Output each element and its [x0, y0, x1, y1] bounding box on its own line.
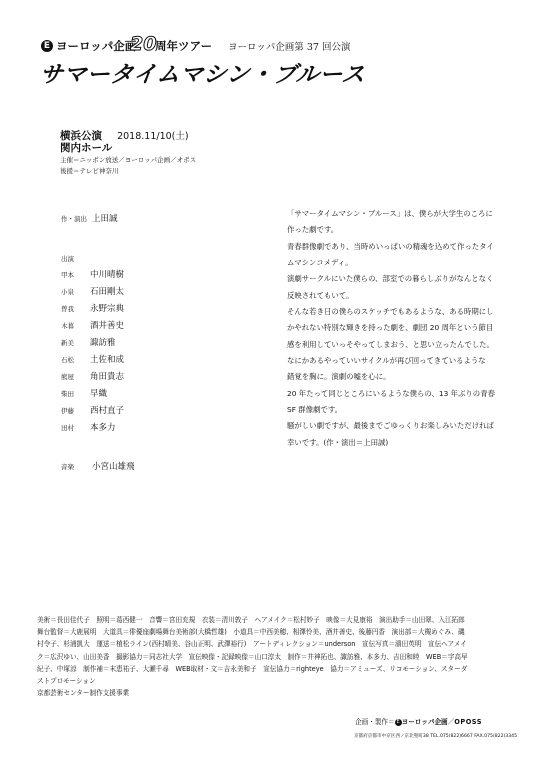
- venue-hall: 関内ホール: [60, 142, 113, 154]
- note-line: 幸いです。(作・演出＝上田誠): [287, 437, 389, 447]
- produce-label: 企画・製作＝: [355, 718, 395, 726]
- note-line: 錯覚を胸に。演劇の嘘を心に。: [287, 372, 391, 382]
- note-line: 騒がしい劇ですが、最後までごゆっくりお楽しみいただければ: [287, 421, 494, 431]
- production-credit: [355, 716, 482, 726]
- sponsor: 後援＝テレビ神奈川: [60, 167, 119, 175]
- cast-actor: 早織: [90, 389, 108, 399]
- staff-credits: [37, 614, 513, 699]
- cast-role: 熊屋: [61, 373, 74, 381]
- staff-line: 村令子、杉浦凱大 運送＝植松ライン(西村晴美、谷山正明、武澤裕行) アートディレクション＝underson 宣伝写真＝濱田英明 宣伝ヘアメイ: [37, 640, 467, 649]
- europe-kikaku-logo-icon: E: [41, 40, 53, 52]
- note-line: 反映されてもいて。: [287, 290, 354, 300]
- anniversary-number: 20: [130, 33, 157, 55]
- note-line: 「サマータイムマシン・ブルース」は、僕らが大学生のころに: [287, 209, 493, 218]
- cast-role: 小泉: [61, 288, 74, 296]
- performance-subtitle: ヨーロッパ企画第 37 回公演: [228, 42, 351, 53]
- cast-label: 出演: [61, 255, 74, 263]
- staff-line: 舞台監督＝大鹿展明 大道具＝俳優座劇場舞台美術部(大橋哲雄) 小道具＝中西美穂、相澤怜美、酒井善史、後藤円香 演出部＝大槻めぐみ、磯: [37, 628, 465, 637]
- produce-separator: ／: [447, 718, 455, 726]
- staff-line: 紀子、中塚涼 制作補＝末恵祐子、大瀬千尋 WEB取材・文＝吉永美和子 宣伝協力＝righteye 協力＝アミューズ、リコモーション、スターダ: [37, 664, 468, 673]
- staff-line: 美術＝長田佳代子 照明＝葛西健一 音響＝宮田充規 衣装＝清川敦子 ヘアメイク＝松村妙子 映像＝大見康裕 演出助手＝山田翠、入江拓郎: [37, 616, 465, 624]
- produce-brand: ヨーロッパ企画: [401, 718, 448, 726]
- music-label: 音楽: [61, 463, 74, 471]
- cast-role: 石松: [61, 356, 74, 364]
- note-line: なにかあるやっていいサイクルが再び回ってきているような: [287, 356, 486, 366]
- cast-actor: 中川晴樹: [90, 270, 125, 280]
- cast-actor: 角田貴志: [90, 372, 125, 382]
- staff-line: 京都芸術センター制作支援事業: [37, 689, 130, 698]
- contact-address: 京都府京都市中京区西ノ京北聖町38 TEL.075(822)6667 FAX.075(822)3345: [354, 734, 517, 739]
- cast-actor: 酒井善史: [90, 321, 125, 331]
- cast-role: 曽我: [61, 305, 74, 313]
- cast-actor: 土佐和成: [90, 355, 125, 365]
- staff-line: ストプロモーション: [37, 677, 96, 686]
- tour-label: 周年ツアー: [155, 39, 213, 53]
- note-line: かやれない特別な輝きを持った劇を、劇団 20 周年という節目: [287, 323, 494, 333]
- note-line: そんな若き日の僕らのスケッチでもあるような、ある時期にし: [287, 307, 494, 317]
- note-line: 演劇サークルにいた僕らの、部室での暮らしぶりがなんとなく: [287, 274, 494, 284]
- cast-actor: 石田剛太: [90, 287, 125, 297]
- cast-role: 新美: [61, 339, 74, 347]
- cast-role: 田村: [61, 424, 74, 432]
- music-name: 小宮山雄飛: [92, 462, 135, 472]
- cast-actor: 諏訪雅: [90, 338, 116, 348]
- cast-role: 甲本: [61, 271, 74, 279]
- play-title: サマータイムマシン・ブルース: [38, 62, 367, 88]
- director-name: 上田誠: [92, 214, 118, 224]
- venue-date: 2018.11/10(土): [117, 131, 189, 142]
- europe-kikaku-small-logo-icon: E: [396, 718, 400, 725]
- note-line: 作った劇です。: [287, 225, 339, 235]
- cast-actor: 永野宗典: [90, 304, 125, 314]
- cast-role: 伊藤: [61, 407, 74, 415]
- venue-city: 横浜公演: [60, 130, 102, 142]
- organizers: 主催＝ニッポン放送／ヨーロッパ企画／オポス: [60, 156, 197, 164]
- cast-actor: 本多力: [90, 423, 116, 433]
- cast-role: 柴田: [61, 390, 74, 398]
- director-label: 作・演出: [61, 215, 87, 223]
- note-line: 感を利用していっそやってしまおう、と思い立ったんでした。: [287, 339, 494, 349]
- note-line: 20 年たって同じところにいるような僕らの、13 年ぶりの青春: [287, 388, 495, 398]
- note-line: 青春群像劇であり、当時めいっぱいの精魂を込めて作ったタイ: [287, 241, 494, 251]
- cast-actor: 西村直子: [90, 406, 125, 416]
- staff-line: ク＝広沢ゆい、山田美香 撮影協力＝同志社大学 宣伝映像・記録映像＝山口淳太 制作＝井神拓也、諏訪雅、本多力、吉田和睦 WEB＝宇高早: [37, 652, 468, 661]
- cast-role: 木暮: [61, 322, 74, 330]
- brand-name: ヨーロッパ企画: [56, 39, 137, 53]
- director-note: [287, 206, 519, 451]
- note-line: ムマシンコメディ。: [287, 258, 353, 268]
- note-line: SF 群像劇です。: [287, 405, 343, 415]
- oposs-logo: OPOSS: [454, 718, 482, 726]
